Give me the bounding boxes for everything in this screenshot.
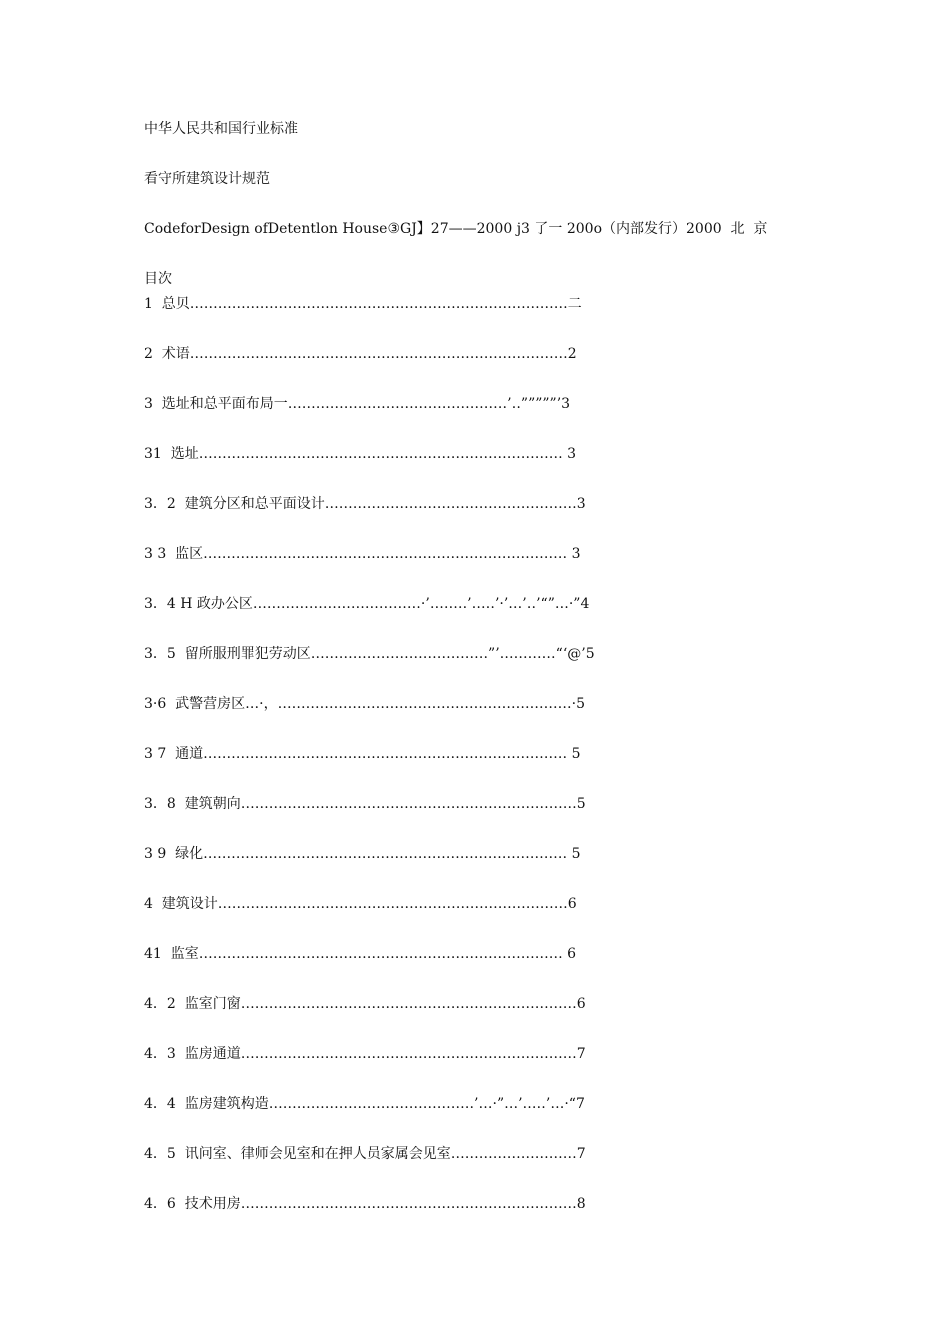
toc-entry: 2 术语………………………………………………………………………2 [144, 346, 577, 362]
document-title: 看守所建筑设计规范 [144, 171, 270, 187]
org-line: 中华人民共和国行业标准 [144, 121, 298, 137]
toc-entry: 4．4 监房建筑构造……………………………………‥’…·”…’…‥’…·“7 [144, 1096, 585, 1112]
toc-entry: 3．2 建筑分区和总平面设计………………………………………………3 [144, 496, 586, 512]
toc-entry: 3．8 建筑朝向………………………………………………………………5 [144, 796, 586, 812]
english-title-line: CodeforDesign ofDetentlon House③GJ】27——2000 j3 了一 200o（内部发行）2000 北 京 [144, 221, 768, 237]
toc-entry: 4．6 技术用房………………………………………………………………8 [144, 1196, 586, 1212]
toc-entry: 4．5 讯问室、律师会见室和在押人员家属会见室………………………7 [144, 1146, 586, 1162]
toc-entry: 41 监室…………………………………………………………………… 6 [144, 946, 577, 962]
toc-entry: 4 建筑设计…………………………………………………………………6 [144, 896, 577, 912]
toc-entry: 3 3 监区…………………………………………………………………… 3 [144, 546, 581, 562]
toc-heading: 目次 [144, 271, 172, 287]
toc-entry: 3 选址和总平面布局一………………………………………‥’‥”””””’3 [144, 396, 571, 412]
toc-entry: 3．5 留所服刑罪犯劳动区………………………………‥”’…………“‘@’5 [144, 646, 595, 662]
toc-entry: 3·6 武警营房区…·，………………………………………………………·5 [144, 696, 585, 712]
toc-entry: 31 选址…………………………………………………………………… 3 [144, 446, 577, 462]
toc-entry: 4．3 监房通道………………………………………………………………7 [144, 1046, 586, 1062]
toc-entry: 3 9 绿化…………………………………………………………………… 5 [144, 846, 581, 862]
toc-entry: 1 总贝………………………………………………………………………二 [144, 296, 582, 312]
toc-entry: 4．2 监室门窗………………………………………………………………6 [144, 996, 586, 1012]
toc-entry: 3 7 通道…………………………………………………………………… 5 [144, 746, 581, 762]
toc-entry: 3．4 H 政办公区………………………………·’……‥’…‥’·’…’‥’“”…·”4 [144, 596, 590, 612]
